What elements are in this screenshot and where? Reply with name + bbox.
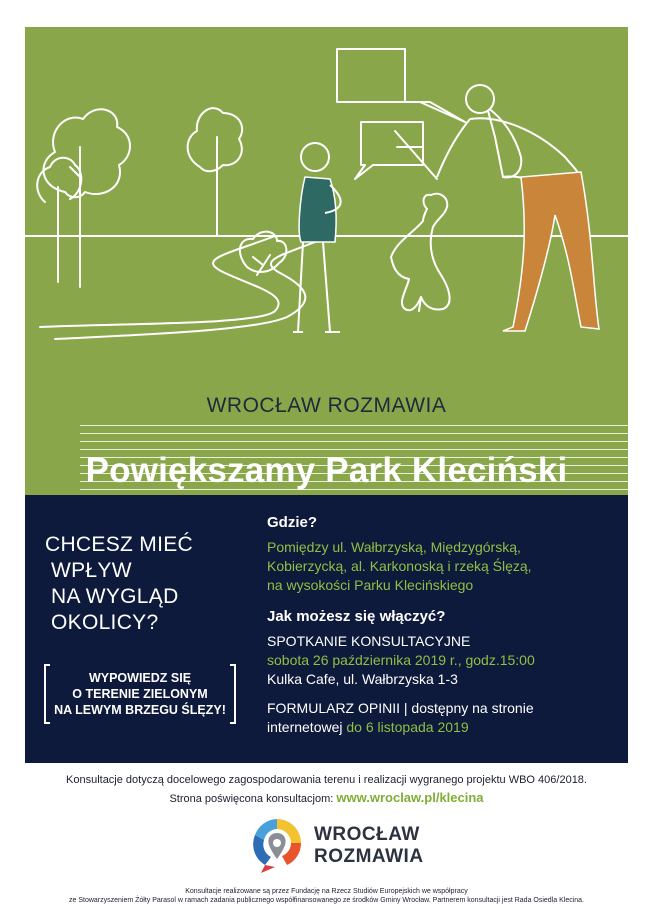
how-section <box>267 607 617 737</box>
hero-panel <box>25 27 628 495</box>
logo-pin-icon <box>247 815 307 875</box>
where-section: Gdzie? Pomiędzy ul. Wałbrzyską, Międzygórską, Kobierzycką, al. Karkonoską i rzeką Ślęzą, na wysokości Parku Klecińskiego <box>267 513 617 595</box>
wroclaw-rozmawia-logo <box>247 815 427 875</box>
footer-note: Konsultacje dotyczą docelowego zagospodarowania terenu i realizacji wygranego projektu WBO 406/2018. <box>66 774 587 786</box>
where-heading: Gdzie? <box>267 514 318 531</box>
question-heading: CHCESZ MIEĆ WPŁYW NA WYGLĄD OKOLICY? <box>45 533 193 634</box>
meeting-label: SPOTKANIE KONSULTACYJNE <box>267 633 471 649</box>
tree-icon <box>188 108 243 171</box>
form-label: FORMULARZ OPINII | dostępny na stronie <box>267 700 534 716</box>
right-bracket <box>230 664 236 724</box>
man-figure <box>437 85 599 331</box>
footer-url-line: Strona poświęcona konsultacjom: www.wroclaw.pl/klecina <box>169 790 484 805</box>
meeting-place: Kulka Cafe, ul. Wałbrzyska 1-3 <box>267 671 458 687</box>
cta-text: WYPOWIEDZ SIĘ O TERENIE ZIELONYM NA LEWYM BRZEGU ŚLĘZY! <box>54 671 226 717</box>
logo-text: WROCŁAW ROZMAWIA <box>314 824 424 867</box>
fine-print: Konsultacje realizowane są przez Fundację na Rzecz Studiów Europejskich we współpracy ze Stowarzyszeniem Żółty Parasol w ramach zadania publicznego współfinansowanego ze środków Gminy Wrocław. Partnerem konsultacji jest Rada Osiedla Klecina. <box>69 888 584 904</box>
how-heading: Jak możesz się włączyć? <box>267 608 446 625</box>
child-figure <box>293 143 341 332</box>
info-panel <box>25 495 628 763</box>
park-path <box>40 236 279 327</box>
form-availability: internetowej do 6 listopada 2019 <box>267 719 469 735</box>
campaign-subtitle: WROCŁAW ROZMAWIA <box>206 394 447 417</box>
park-illustration <box>25 27 628 402</box>
dog-icon <box>391 194 450 311</box>
consultation-link[interactable]: www.wroclaw.pl/klecina <box>336 790 484 805</box>
cta-box <box>44 664 236 724</box>
speech-bubble-icon <box>337 49 465 122</box>
main-title: Powiększamy Park Kleciński <box>85 451 568 490</box>
meeting-date: sobota 26 października 2019 r., godz.15:00 <box>267 652 535 668</box>
left-bracket <box>44 664 50 724</box>
info-column <box>267 513 617 749</box>
tree-icon <box>44 109 130 197</box>
